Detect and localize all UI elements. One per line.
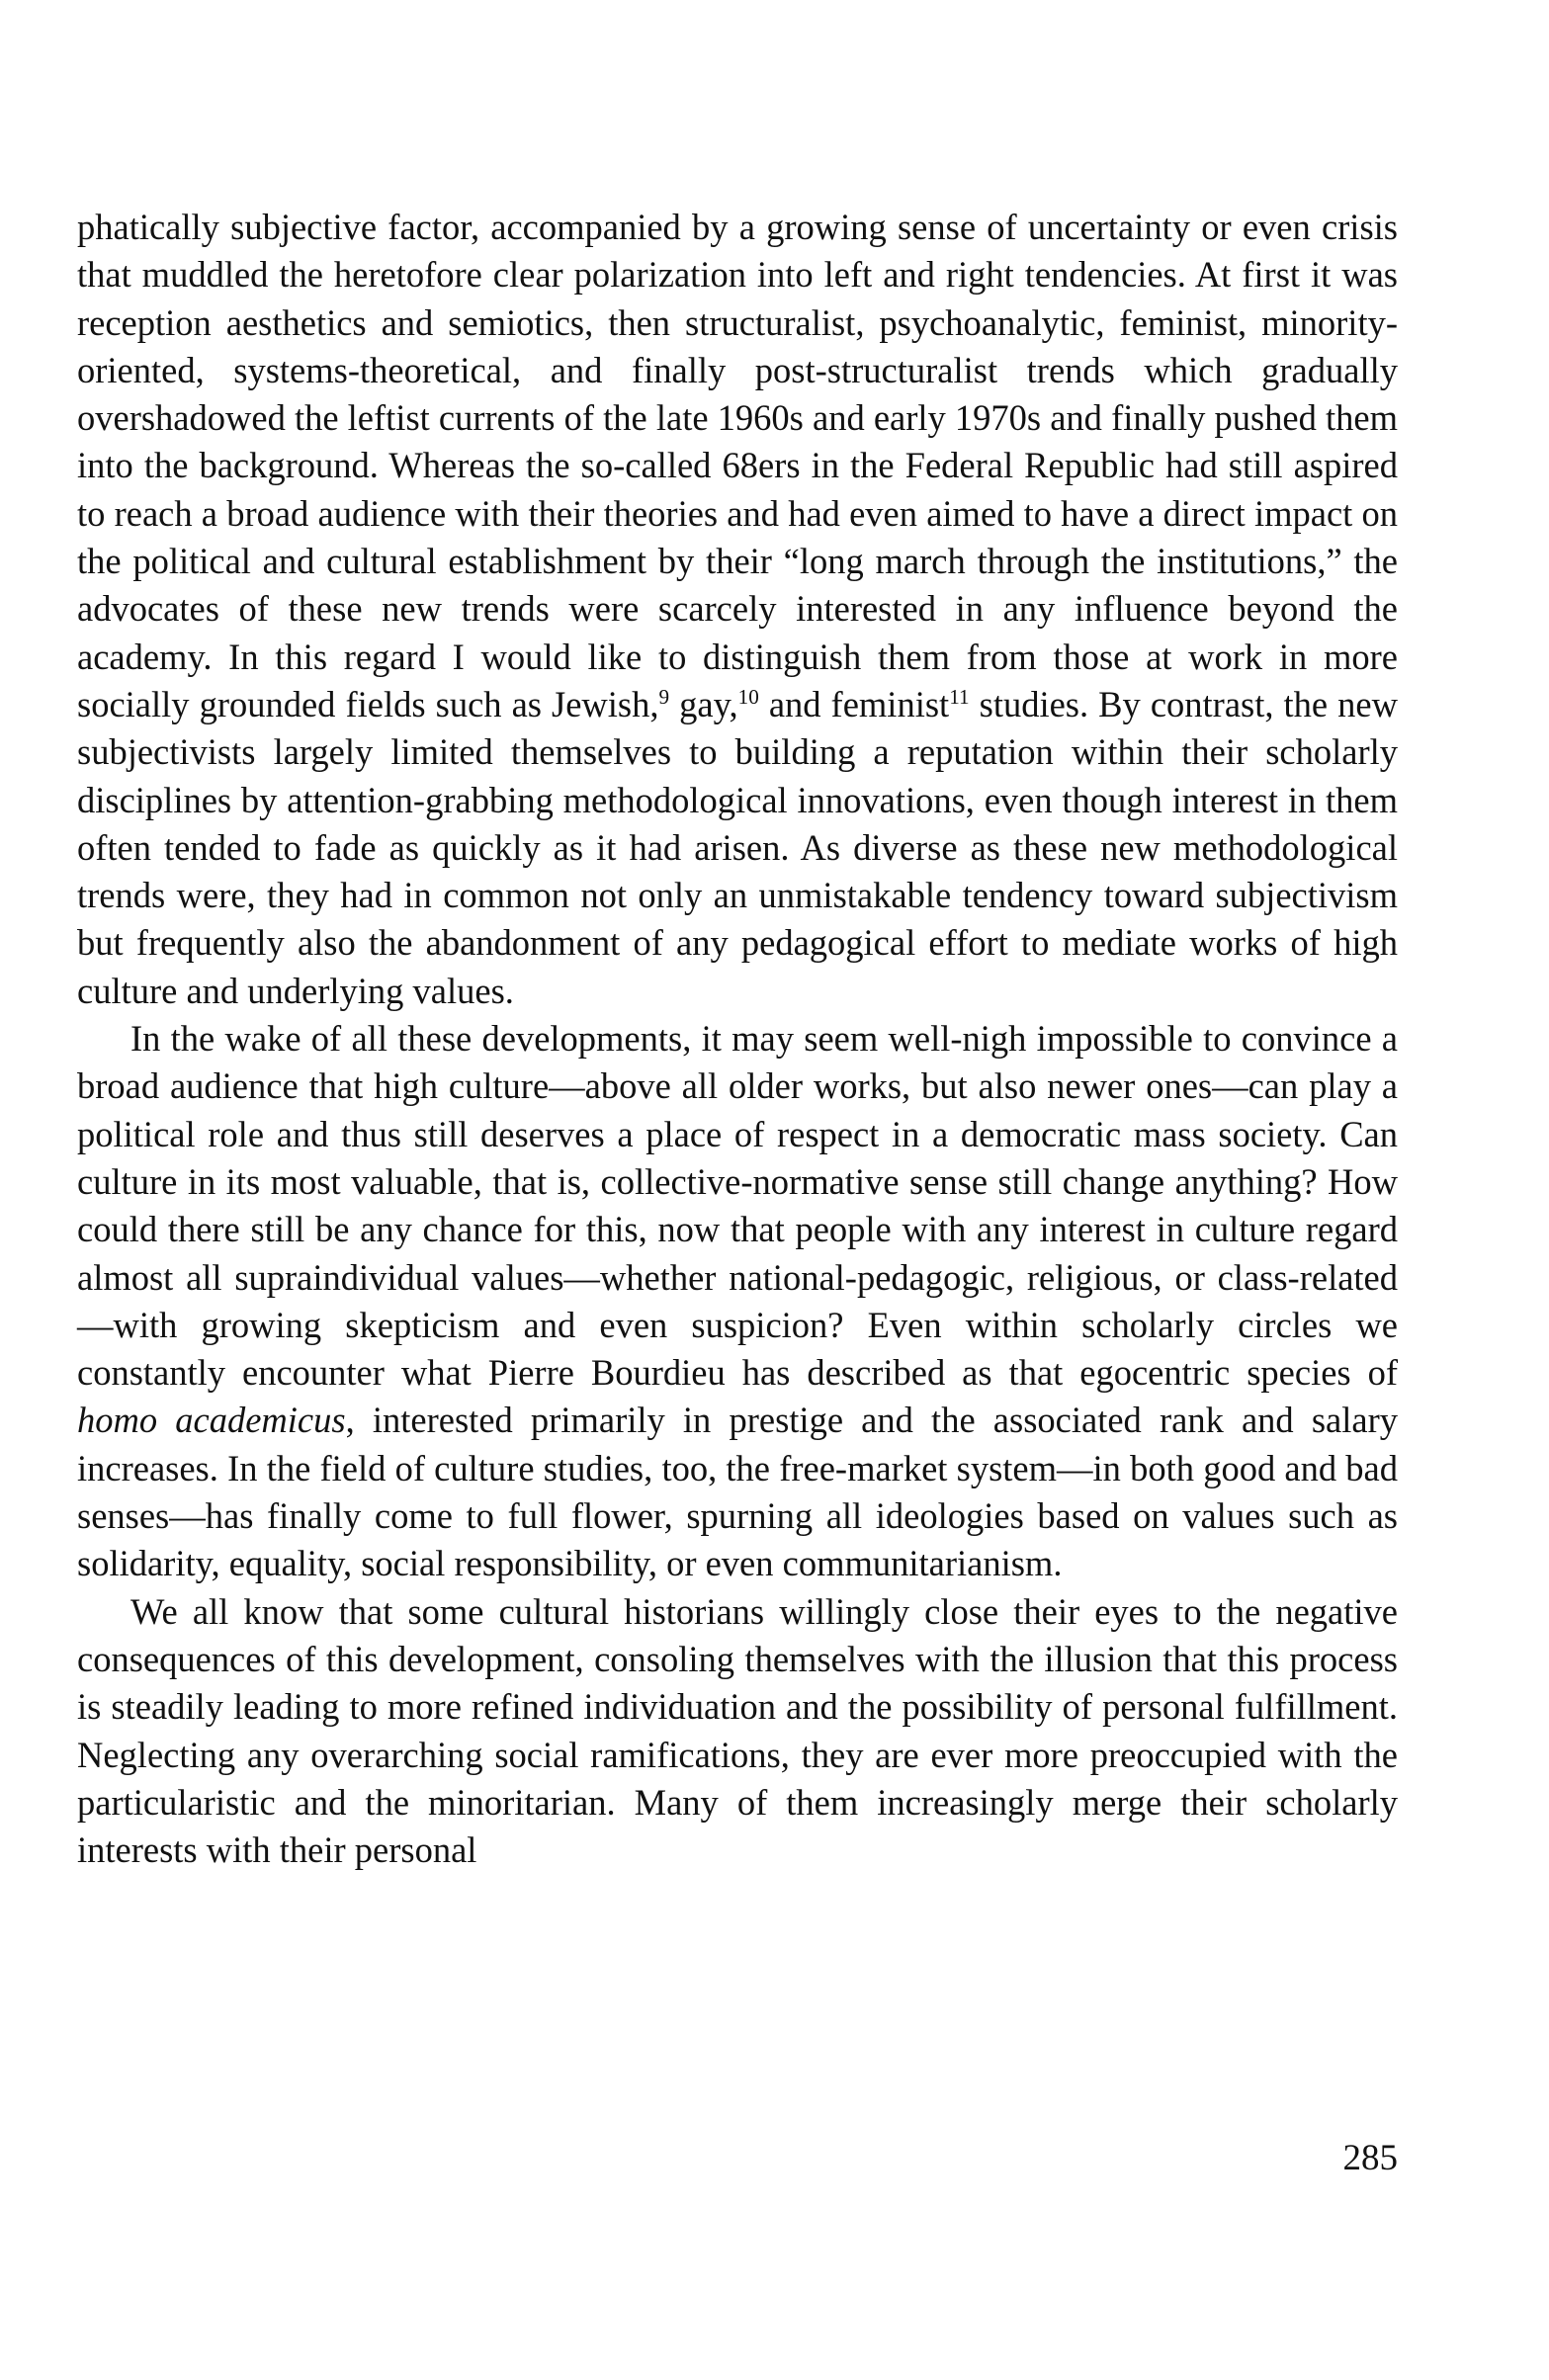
italic-term: homo academicus <box>77 1400 346 1441</box>
footnote-ref-11: 11 <box>949 684 970 709</box>
footnote-ref-10: 10 <box>737 684 759 709</box>
text-run: , interested primarily in prestige and the associated rank and salary increases. In the field of culture studies, too, the free-market system—in both good and bad senses—has finally come to full flower, spurning all ideologies based on values such as solidarity, equality, social responsibility, or even communitarianism. <box>77 1400 1398 1584</box>
paragraph-1 <box>77 204 1398 1015</box>
text-run: We all know that some cultural historians willingly close their eyes to the negative consequences of this development, consoling themselves with the illusion that this process is steadily leading to more refined individuation and the possibility of personal fulfillment. Neglecting any overarching social ramifications, they are ever more preoccupied with the particularistic and the minoritarian. Many of them increasingly merge their scholarly interests with their personal <box>77 1590 1398 1871</box>
text-run: In the wake of all these developments, it may seem well-nigh impossible to convince a broad audience that high culture—above all older works, but also newer ones—can play a political role and thus still deserves a place of respect in a democratic mass society. Can culture in its most valuable, that is, collective-normative sense still change anything? How could there still be any chance for this, now that people with any interest in culture regard almost all supraindividual values—whether national-pedagogic, religious, or class-related—with growing skepticism and even suspicion? Even within scholarly circles we constantly encounter what Pierre Bourdieu has described as that egocentric species of <box>77 1018 1398 1394</box>
body-text <box>77 204 1398 1874</box>
text-run: and feminist <box>758 683 950 724</box>
text-run: gay, <box>669 683 738 724</box>
paragraph-2 <box>77 1015 1398 1588</box>
page-number: 285 <box>1342 2138 1398 2178</box>
footnote-ref-9: 9 <box>658 684 670 709</box>
text-run: studies. By contrast, the new subjectivists largely limited themselves to building a reputation within their scholarly disciplines by attention-grabbing methodological innovations, even though interest in them often tended to fade as quickly as it had arisen. As diverse as these new methodological trends were, they had in common not only an unmistakable tendency toward subjectivism but frequently also the abandonment of any pedagogical effort to mediate works of high culture and underlying values. <box>77 683 1398 1011</box>
paragraph-3 <box>77 1588 1398 1875</box>
text-run: phatically subjective factor, accompanied by a growing sense of uncertainty or even crisis that muddled the heretofore clear polarization into left and right tendencies. At first it was reception aesthetics and semiotics, then structuralist, psychoanalytic, feminist, minority-oriented, systems-theoretical, and finally post-structuralist trends which gradually overshadowed the leftist currents of the late 1960s and early 1970s and finally pushed them into the background. Whereas the so-called 68ers in the Federal Republic had still aspired to reach a broad audience with their theories and had even aimed to have a direct impact on the political and cultural establishment by their “long march through the institutions,” the advocates of these new trends were scarcely interested in any influence beyond the academy. In this regard I would like to distinguish them from those at work in more socially grounded fields such as Jewish, <box>77 207 1398 724</box>
